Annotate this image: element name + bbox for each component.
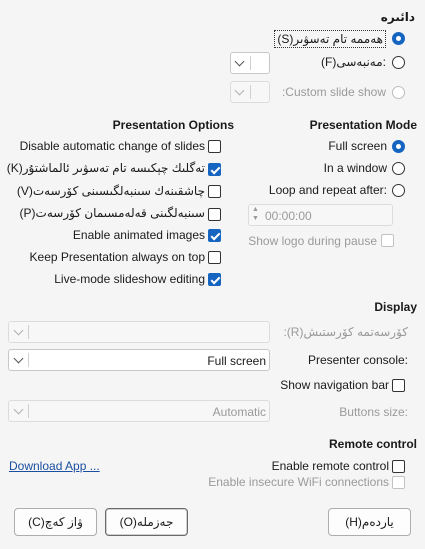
remote-control-header: Remote control — [328, 437, 417, 451]
buttons-size-label: Buttons size: — [339, 405, 408, 419]
pause-time-spin — [248, 204, 393, 226]
spin-up-icon: ▲ — [252, 206, 259, 213]
custom-show-dropdown — [230, 81, 270, 103]
always-on-top-checkbox[interactable] — [208, 251, 221, 264]
insecure-wifi-label: Enable insecure WiFi connections — [208, 475, 389, 489]
buttons-size-dropdown — [8, 400, 270, 422]
display-screen-dropdown — [8, 321, 270, 343]
display-screen-label: كۆرسەتمە كۆرستىش(R): — [283, 325, 408, 339]
disable-auto-change-checkbox[interactable] — [208, 140, 221, 153]
ok-button-label: جەزملە(O) — [119, 515, 174, 529]
enable-remote-checkbox[interactable] — [392, 460, 405, 473]
ok-button[interactable] — [105, 508, 188, 536]
option-label[interactable]: تەگلىك چېكىسە تام تەسۋىر ئالماشتۇر(K) — [6, 161, 205, 175]
chevron-down-icon — [14, 354, 24, 364]
buttons-size-value: Automatic — [212, 405, 266, 419]
show-logo-checkbox — [381, 234, 394, 247]
live-mode-editing-checkbox[interactable] — [208, 273, 221, 286]
show-nav-bar-label[interactable]: Show navigation bar — [280, 378, 389, 392]
option-label[interactable]: Disable automatic change of slides — [19, 139, 205, 153]
all-slides-label[interactable]: ھەممە تام تەسۋىر(S) — [274, 30, 386, 48]
from-radio[interactable] — [392, 56, 405, 69]
custom-show-radio — [392, 86, 405, 99]
in-window-radio[interactable] — [392, 162, 405, 175]
option-label[interactable]: سىنبەلگىنى قەلەمسىمان كۆرسەت(P) — [19, 206, 205, 220]
help-button[interactable] — [328, 508, 411, 536]
chevron-down-icon — [235, 57, 245, 67]
cancel-button-label: ۋاز كەچ(C) — [28, 515, 83, 529]
help-button-label: ياردەم(H) — [345, 515, 394, 529]
from-label[interactable]: :مەنبەسى(F) — [321, 55, 386, 69]
insecure-wifi-checkbox — [392, 476, 405, 489]
from-slide-dropdown[interactable] — [230, 52, 270, 74]
presentation-mode-header: Presentation Mode — [309, 118, 417, 132]
spin-down-icon: ▼ — [252, 215, 259, 222]
full-screen-label[interactable]: Full screen — [328, 139, 387, 153]
presenter-console-value: Full screen — [207, 354, 266, 368]
option-label[interactable]: چاشقىنەك سىنبەلگىسىنى كۆرسەت(V) — [16, 184, 205, 198]
chevron-down-icon — [235, 86, 245, 96]
option-label[interactable]: Keep Presentation always on top — [29, 250, 205, 264]
in-window-label[interactable]: In a window — [323, 161, 387, 175]
option-label[interactable]: Enable animated images — [72, 228, 205, 242]
cancel-button[interactable] — [14, 508, 97, 536]
option-label[interactable]: Live-mode slideshow editing — [54, 272, 205, 286]
chevron-down-icon — [14, 405, 24, 415]
all-slides-radio[interactable] — [392, 32, 405, 45]
range-header: دائىرە — [380, 10, 415, 24]
loop-repeat-radio[interactable] — [392, 184, 405, 197]
full-screen-radio[interactable] — [392, 140, 405, 153]
chevron-down-icon — [14, 326, 24, 336]
pause-time-value: 00:00:00 — [265, 209, 312, 223]
show-logo-label: Show logo during pause — [248, 234, 377, 248]
show-nav-bar-checkbox[interactable] — [392, 379, 405, 392]
display-header: Display — [374, 300, 417, 314]
enable-remote-label[interactable]: Enable remote control — [271, 459, 389, 473]
presentation-options-header: Presentation Options — [112, 118, 234, 132]
click-change-slide-checkbox[interactable] — [208, 163, 221, 176]
presenter-console-label: Presenter console: — [307, 353, 408, 367]
custom-show-label: :Custom slide show — [281, 85, 386, 99]
download-app-link[interactable]: Download App ... — [9, 459, 100, 473]
loop-repeat-label[interactable]: Loop and repeat after: — [268, 183, 387, 197]
pointer-as-pen-checkbox[interactable] — [208, 208, 221, 221]
animated-images-checkbox[interactable] — [208, 229, 221, 242]
presenter-console-dropdown[interactable] — [8, 349, 270, 371]
show-mouse-pointer-checkbox[interactable] — [208, 185, 221, 198]
